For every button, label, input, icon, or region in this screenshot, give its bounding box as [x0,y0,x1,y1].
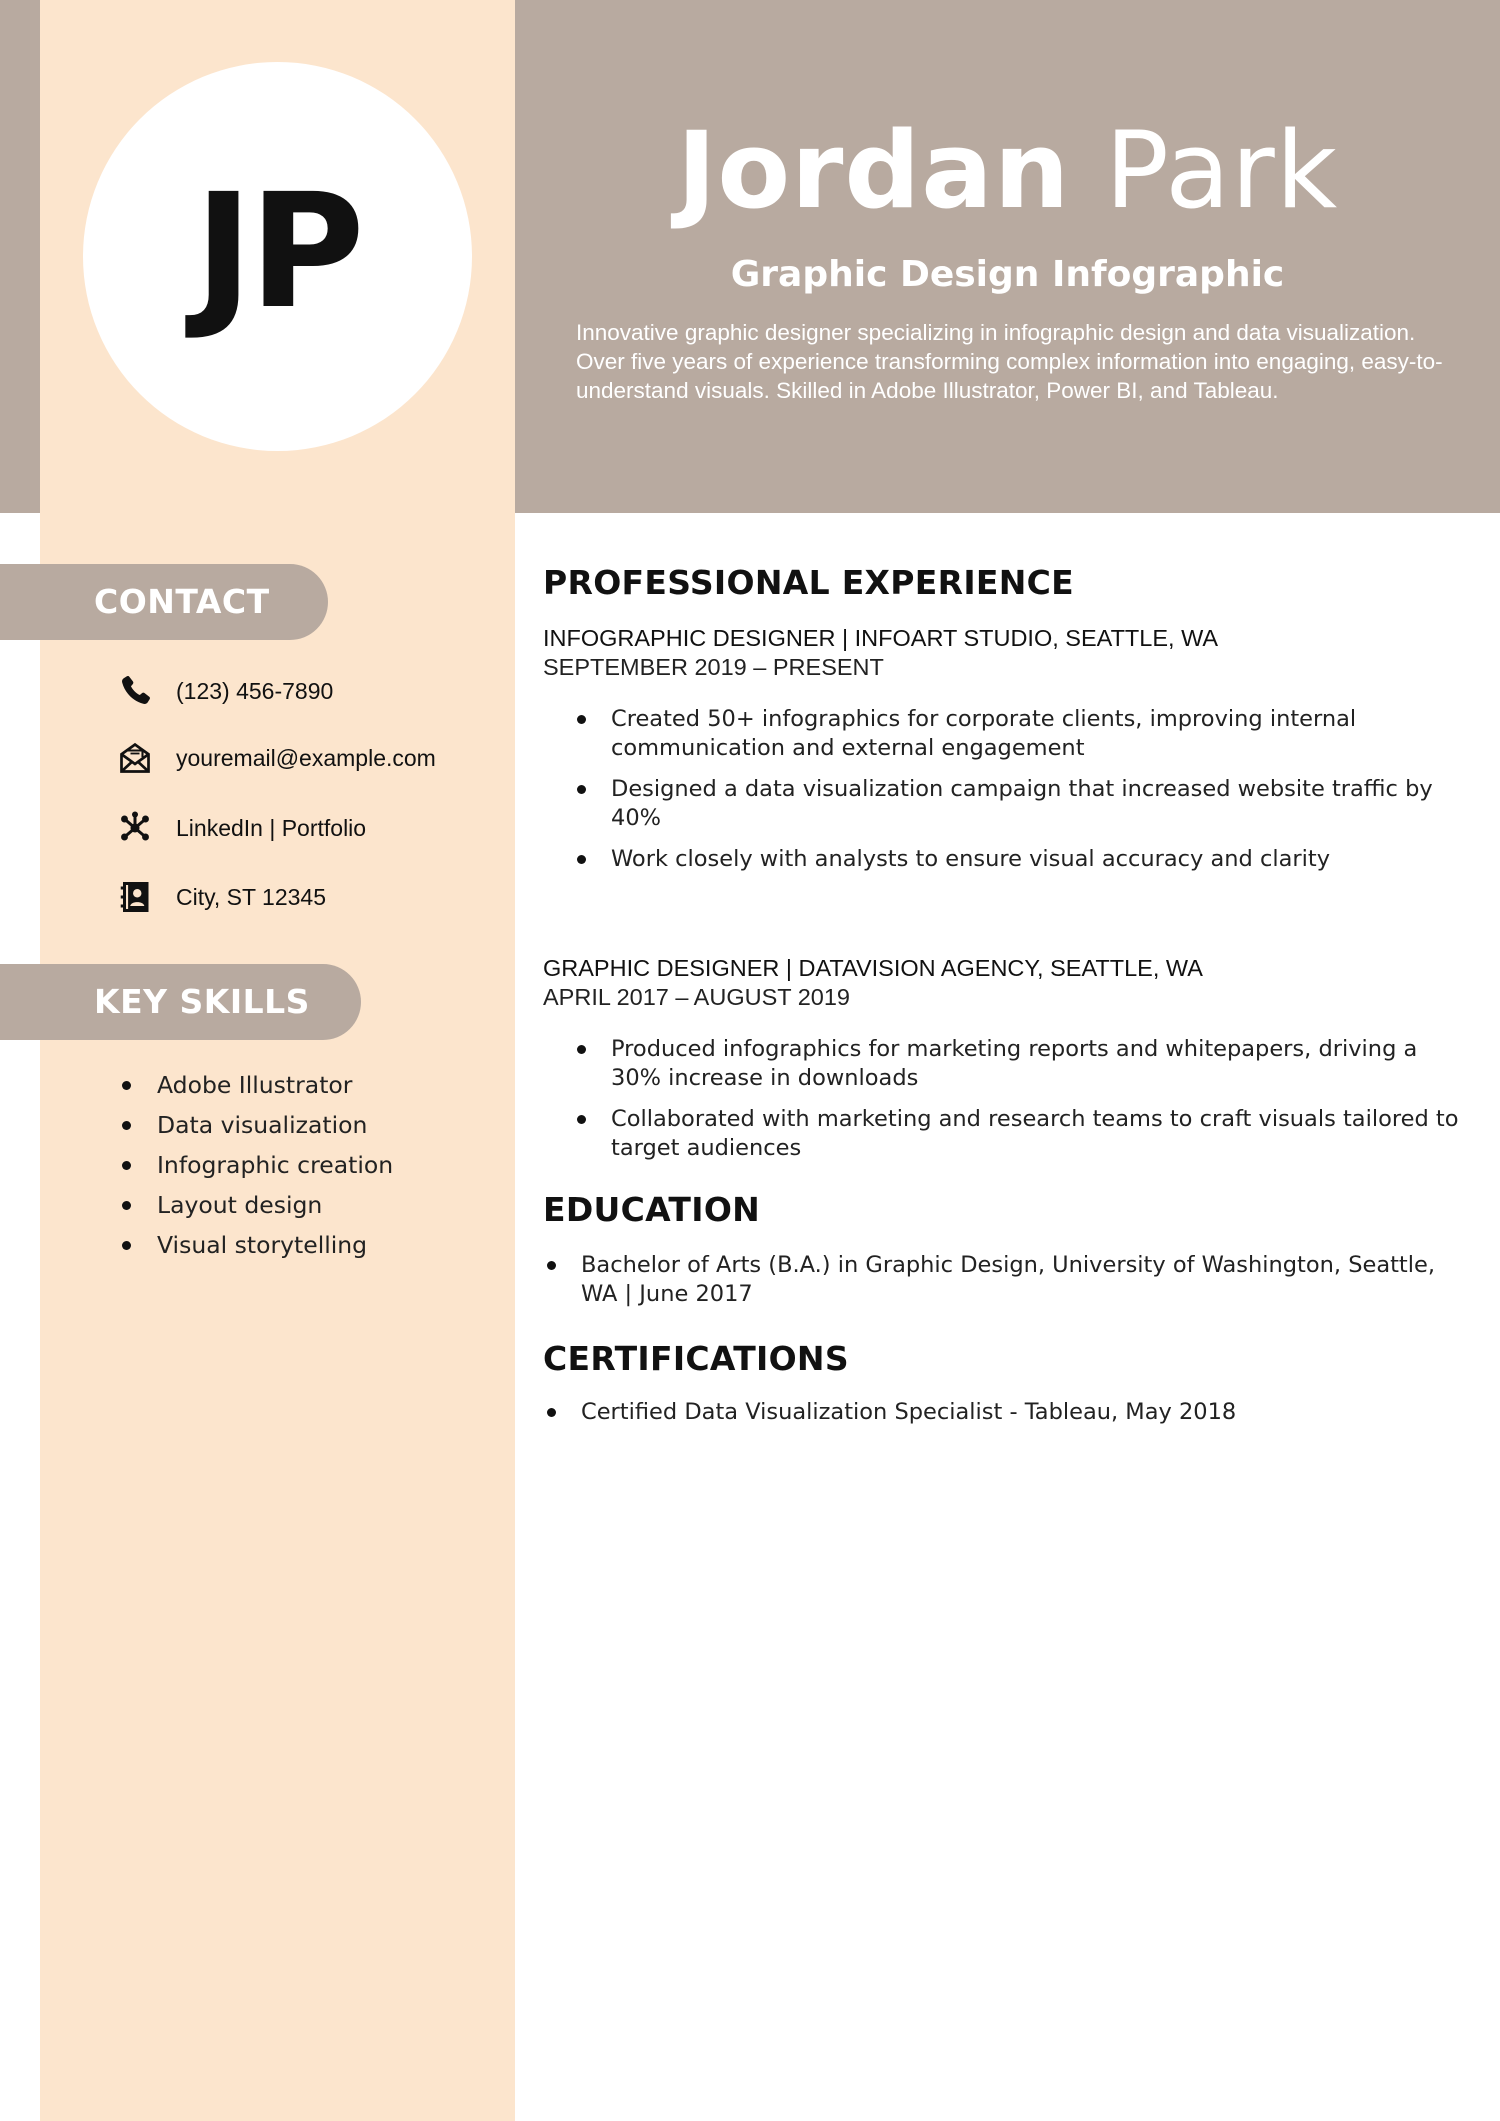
contact-phone [116,671,334,711]
education-list [543,1251,1443,1321]
certifications-heading: CERTIFICATIONS [543,1339,849,1378]
monogram-text: JP [194,159,361,344]
list-item: Collaborated with marketing and research teams to craft visuals tailored to target audiences [573,1105,1463,1163]
list-item: Visual storytelling [118,1230,393,1270]
job-bullets [573,705,1463,886]
list-item: Infographic creation [118,1150,393,1190]
profile-summary: Innovative graphic designer specializing in infographic design and data visualization. Over five years of experience transforming complex information into engaging, easy-to-understand visuals. Skilled in Adobe Illustrator, Power BI, and Tableau. [576,320,1443,403]
list-item: Layout design [118,1190,393,1230]
experience-heading: PROFESSIONAL EXPERIENCE [543,563,1075,602]
job-title: INFOGRAPHIC DESIGNER | INFOART STUDIO, SEATTLE, WA [543,625,1219,651]
contact-links [116,808,367,848]
profile-links: LinkedIn | Portfolio [176,814,367,841]
job-dates: SEPTEMBER 2019 – PRESENT [543,654,884,680]
phone-icon [116,672,154,710]
list-item: Work closely with analysts to ensure visual accuracy and clarity [573,845,1463,874]
skills-heading: KEY SKILLS [0,964,361,1040]
contact-location [116,877,327,917]
last-name: Park [1105,109,1339,232]
headline: Graphic Design Infographic [730,254,1285,295]
list-item: Bachelor of Arts (B.A.) in Graphic Design, University of Washington, Seattle, WA | June 2017 [543,1251,1443,1309]
list-item: Produced infographics for marketing reports and whitepapers, driving a 30% increase in downloads [573,1035,1463,1093]
job-title: GRAPHIC DESIGNER | DATAVISION AGENCY, SEATTLE, WA [543,955,1203,981]
left-accent-strip [0,0,40,513]
candidate-name [515,109,1500,232]
phone-number: (123) 456-7890 [176,677,334,704]
network-icon [116,809,154,847]
list-item: Designed a data visualization campaign that increased website traffic by 40% [573,775,1463,833]
skills-list [118,1070,393,1270]
list-item: Created 50+ infographics for corporate clients, improving internal communication and external engagement [573,705,1463,763]
education-heading: EDUCATION [543,1190,761,1229]
contact-heading: CONTACT [0,564,328,640]
list-item: Adobe Illustrator [118,1070,393,1110]
email-address: youremail@example.com [176,744,436,771]
address-book-icon [116,878,154,916]
location: City, ST 12345 [176,883,327,910]
email-icon [116,739,154,777]
first-name: Jordan [676,109,1071,232]
job-bullets [573,1035,1463,1175]
list-item: Certified Data Visualization Specialist - Tableau, May 2018 [543,1398,1443,1427]
list-item: Data visualization [118,1110,393,1150]
avatar-monogram [83,62,472,451]
job-dates: APRIL 2017 – AUGUST 2019 [543,984,850,1010]
certifications-list [543,1398,1443,1439]
contact-email [116,738,436,778]
